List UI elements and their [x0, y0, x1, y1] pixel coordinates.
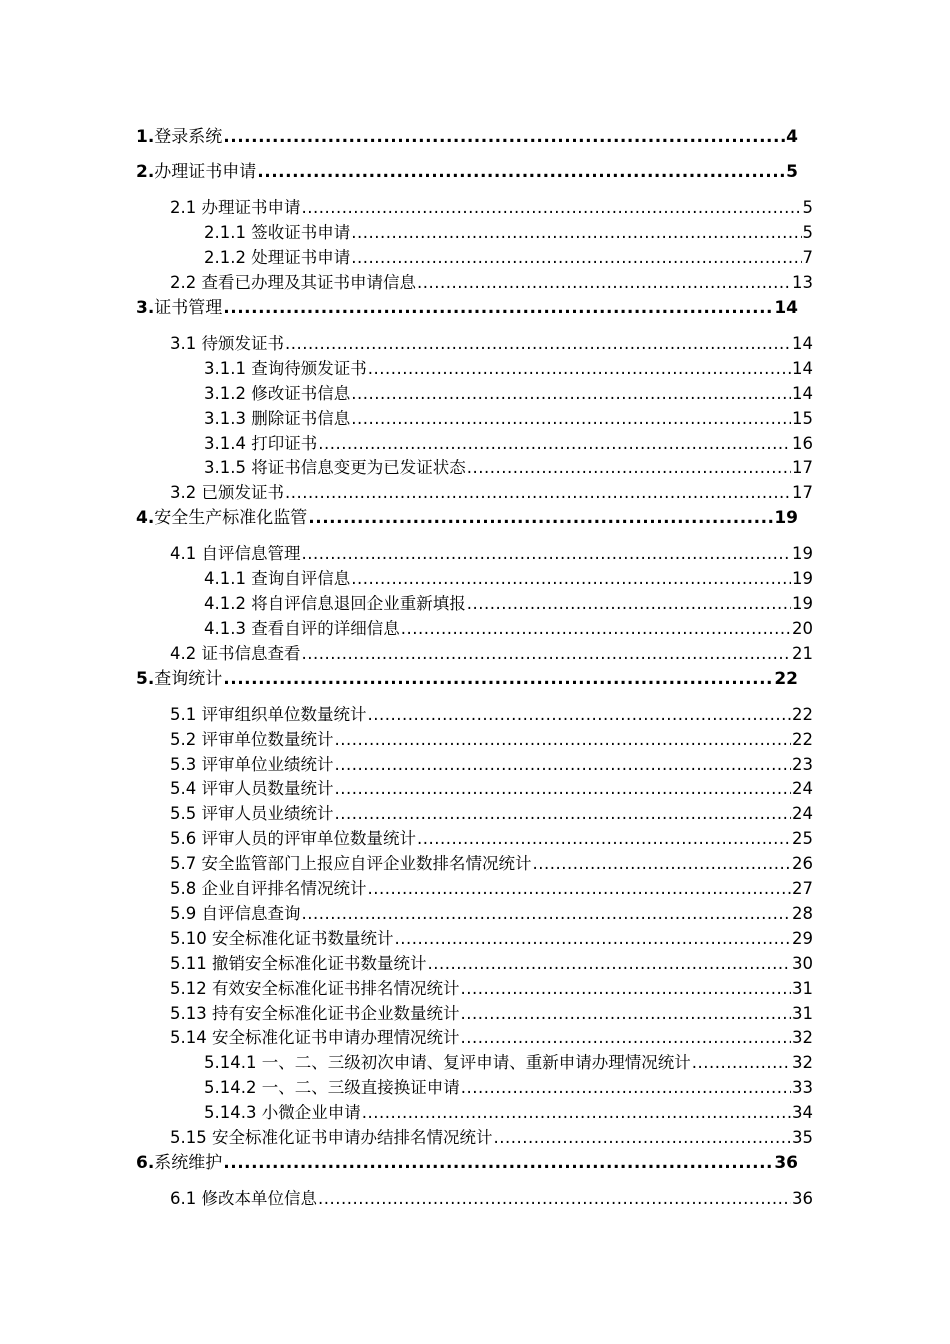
toc-page-number: 5	[802, 198, 813, 217]
toc-entry-number: 5.	[136, 669, 155, 689]
toc-entry[interactable]	[170, 903, 813, 927]
toc-entry[interactable]	[170, 1003, 813, 1027]
toc-entry-title	[136, 297, 222, 319]
toc-entry-title	[170, 803, 334, 825]
toc-entry[interactable]	[170, 1188, 813, 1212]
toc-entry-number: 2.1	[170, 198, 202, 217]
dot-leader	[223, 297, 773, 319]
toc-entry-title	[170, 197, 301, 219]
toc-entry[interactable]	[204, 358, 813, 382]
toc-entry[interactable]	[204, 383, 813, 407]
toc-entry[interactable]	[170, 878, 813, 902]
toc-entry-label: 待颁发证书	[201, 334, 284, 353]
toc-entry-title	[170, 953, 426, 975]
toc-entry-number: 3.1.3	[204, 409, 252, 428]
toc-entry-label: 安全标准化证书数量统计	[211, 929, 394, 948]
toc-entry-number: 5.3	[170, 755, 202, 774]
toc-page-number: 19	[792, 594, 813, 613]
toc-page-number: 21	[792, 644, 813, 663]
toc-page-number: 28	[792, 904, 813, 923]
dot-leader	[318, 1188, 791, 1210]
dot-leader	[302, 643, 792, 665]
toc-entry-label: 查询待颁发证书	[251, 359, 367, 378]
toc-page-number: 16	[792, 434, 813, 453]
toc-entry[interactable]	[204, 433, 813, 457]
toc-entry[interactable]	[170, 197, 813, 221]
toc-entry-title	[204, 1102, 361, 1124]
dot-leader	[460, 978, 791, 1000]
toc-entry-number: 4.1.3	[204, 619, 252, 638]
toc-entry-label: 签收证书申请	[251, 223, 351, 242]
toc-entry-label: 评审人员业绩统计	[201, 804, 334, 823]
toc-page-number: 24	[792, 804, 813, 823]
dot-leader	[460, 1027, 791, 1049]
toc-entry-title	[204, 383, 350, 405]
toc-entry-number: 5.14.1	[204, 1053, 262, 1072]
toc-entry[interactable]	[170, 953, 813, 977]
toc-page-number: 20	[792, 619, 813, 638]
toc-page-number: 32	[792, 1053, 813, 1072]
toc-entry[interactable]	[136, 161, 798, 185]
dot-leader	[335, 754, 792, 776]
toc-entry-number: 5.9	[170, 904, 202, 923]
toc-entry-label: 修改本单位信息	[201, 1189, 317, 1208]
dot-leader	[302, 903, 792, 925]
toc-entry-label: 将自评信息退回企业重新填报	[251, 594, 466, 613]
toc-page-number: 23	[792, 755, 813, 774]
toc-page-number: 36	[774, 1153, 798, 1173]
toc-entry-title	[204, 1077, 460, 1099]
toc-entry-number: 6.1	[170, 1189, 202, 1208]
toc-entry-number: 2.	[136, 162, 155, 182]
toc-entry-label: 打印证书	[251, 434, 318, 453]
toc-entry[interactable]	[170, 978, 813, 1002]
toc-entry-label: 证书信息查看	[201, 644, 301, 663]
toc-page-number: 15	[792, 409, 813, 428]
toc-page-number: 19	[792, 544, 813, 563]
dot-leader	[285, 482, 791, 504]
toc-entry[interactable]	[170, 1027, 813, 1051]
toc-entry-title	[170, 1027, 459, 1049]
toc-entry-label: 一、二、三级直接换证申请	[261, 1078, 460, 1097]
toc-entry-number: 4.1.1	[204, 569, 252, 588]
toc-entry-number: 5.11	[170, 954, 212, 973]
toc-page-number: 14	[792, 384, 813, 403]
dot-leader	[223, 126, 785, 148]
toc-entry[interactable]	[204, 618, 813, 642]
toc-entry-title	[170, 1188, 317, 1210]
toc-page-number: 31	[792, 979, 813, 998]
toc-page-number: 5	[802, 223, 813, 242]
toc-entry-label: 将证书信息变更为已发证状态	[251, 458, 466, 477]
toc-entry[interactable]	[170, 543, 813, 567]
dot-leader	[351, 222, 801, 244]
toc-entry-title	[170, 643, 301, 665]
dot-leader	[335, 778, 792, 800]
toc-entry-label: 系统维护	[154, 1153, 223, 1173]
toc-page-number: 30	[792, 954, 813, 973]
toc-entry-number: 3.1.4	[204, 434, 252, 453]
toc-entry-title	[204, 222, 350, 244]
toc-entry-number: 5.14.3	[204, 1103, 262, 1122]
dot-leader	[351, 568, 791, 590]
toc-entry[interactable]	[170, 272, 813, 296]
toc-entry-title	[170, 704, 367, 726]
toc-entry-number: 4.	[136, 508, 155, 528]
toc-entry-label: 安全生产标准化监管	[154, 508, 308, 528]
toc-entry[interactable]	[170, 754, 813, 778]
toc-entry[interactable]	[170, 482, 813, 506]
toc-page-number: 24	[792, 779, 813, 798]
toc-entry-number: 3.1	[170, 334, 202, 353]
toc-entry-title	[170, 978, 459, 1000]
toc-entry-number: 3.1.5	[204, 458, 252, 477]
toc-entry-title	[170, 543, 301, 565]
dot-leader	[335, 803, 792, 825]
toc-entry-label: 查看自评的详细信息	[251, 619, 400, 638]
toc-entry-label: 办理证书申请	[154, 162, 257, 182]
toc-entry-title	[170, 878, 367, 900]
dot-leader	[351, 247, 801, 269]
toc-entry-number: 2.1.1	[204, 223, 252, 242]
dot-leader	[362, 1102, 791, 1124]
toc-entry-label: 自评信息查询	[201, 904, 301, 923]
toc-entry-title	[170, 828, 416, 850]
dot-leader	[223, 668, 773, 690]
toc-entry-title	[136, 668, 222, 690]
dot-leader	[401, 618, 791, 640]
toc-entry[interactable]	[204, 222, 813, 246]
toc-entry-title	[170, 853, 532, 875]
dot-leader	[318, 433, 791, 455]
toc-entry[interactable]	[170, 704, 813, 728]
toc-page-number: 19	[792, 569, 813, 588]
toc-entry-label: 安全标准化证书申请办理情况统计	[211, 1028, 460, 1047]
toc-page-number: 14	[792, 359, 813, 378]
toc-page-number: 32	[792, 1028, 813, 1047]
toc-page-number: 4	[786, 127, 798, 147]
toc-entry-title	[204, 593, 466, 615]
toc-page-number: 19	[774, 508, 798, 528]
toc-entry-title	[170, 333, 284, 355]
toc-entry-label: 持有安全标准化证书企业数量统计	[211, 1004, 460, 1023]
toc-entry-number: 5.7	[170, 854, 202, 873]
toc-entry-number: 4.1	[170, 544, 202, 563]
dot-leader	[223, 1152, 773, 1174]
toc-entry-label: 安全监管部门上报应自评企业数排名情况统计	[201, 854, 532, 873]
toc-entry-title	[170, 778, 334, 800]
dot-leader	[285, 333, 791, 355]
toc-entry-label: 企业自评排名情况统计	[201, 879, 367, 898]
toc-entry[interactable]	[204, 457, 813, 481]
toc-entry-number: 3.1.1	[204, 359, 252, 378]
toc-entry[interactable]	[170, 803, 813, 827]
toc-page-number: 22	[792, 705, 813, 724]
toc-entry-title	[204, 618, 400, 640]
toc-entry-number: 5.15	[170, 1128, 212, 1147]
toc-entry[interactable]	[136, 668, 798, 692]
toc-entry-label: 小微企业申请	[261, 1103, 361, 1122]
dot-leader	[467, 457, 791, 479]
toc-entry-number: 5.14	[170, 1028, 212, 1047]
dot-leader	[335, 729, 792, 751]
toc-entry[interactable]	[204, 408, 813, 432]
toc-entry-label: 有效安全标准化证书排名情况统计	[211, 979, 460, 998]
toc-entry-number: 6.	[136, 1153, 155, 1173]
toc-entry-title	[204, 247, 350, 269]
toc-entry-number: 4.2	[170, 644, 202, 663]
dot-leader	[368, 878, 792, 900]
toc-page-number: 13	[792, 273, 813, 292]
toc-entry-number: 2.1.2	[204, 248, 252, 267]
toc-entry[interactable]	[136, 126, 798, 150]
toc-page-number: 14	[774, 298, 798, 318]
toc-entry-number: 3.1.2	[204, 384, 252, 403]
toc-page-number: 22	[792, 730, 813, 749]
toc-entry-label: 修改证书信息	[251, 384, 351, 403]
toc-entry-number: 3.2	[170, 483, 202, 502]
toc-entry-title	[204, 457, 466, 479]
toc-entry[interactable]	[170, 333, 813, 357]
toc-entry-number: 5.4	[170, 779, 202, 798]
dot-leader	[394, 928, 791, 950]
dot-leader	[257, 161, 785, 183]
toc-entry-title	[136, 507, 307, 529]
toc-entry[interactable]	[136, 507, 798, 531]
toc-entry[interactable]	[170, 853, 813, 877]
toc-entry-label: 登录系统	[154, 127, 223, 147]
dot-leader	[351, 408, 791, 430]
toc-entry-label: 证书管理	[154, 298, 223, 318]
toc-entry-title	[170, 928, 393, 950]
dot-leader	[351, 383, 791, 405]
toc-entry-title	[170, 903, 301, 925]
dot-leader	[302, 197, 802, 219]
toc-entry[interactable]	[170, 729, 813, 753]
toc-entry-label: 办理证书申请	[201, 198, 301, 217]
toc-page-number: 14	[792, 334, 813, 353]
toc-entry-title	[170, 1003, 459, 1025]
dot-leader	[308, 507, 773, 529]
toc-entry[interactable]	[136, 1152, 798, 1176]
toc-entry-label: 评审单位业绩统计	[201, 755, 334, 774]
toc-entry-label: 评审人员的评审单位数量统计	[201, 829, 416, 848]
dot-leader	[417, 828, 791, 850]
toc-entry-number: 5.14.2	[204, 1078, 262, 1097]
toc-entry-label: 查询自评信息	[251, 569, 351, 588]
toc-entry-title	[136, 1152, 222, 1174]
toc-page-number: 17	[792, 458, 813, 477]
toc-page-number: 35	[792, 1128, 813, 1147]
toc-entry[interactable]	[204, 593, 813, 617]
toc-entry-label: 评审单位数量统计	[201, 730, 334, 749]
toc-page-number: 29	[792, 929, 813, 948]
toc-entry-title	[170, 729, 334, 751]
toc-entry-number: 3.	[136, 298, 155, 318]
dot-leader	[533, 853, 792, 875]
toc-entry-label: 一、二、三级初次申请、复评申请、重新申请办理情况统计	[261, 1053, 691, 1072]
toc-entry-number: 2.2	[170, 273, 202, 292]
toc-entry-label: 查看已办理及其证书申请信息	[201, 273, 416, 292]
toc-entry[interactable]	[204, 1077, 813, 1101]
dot-leader	[493, 1127, 791, 1149]
toc-page-number: 5	[786, 162, 798, 182]
toc-entry-label: 处理证书申请	[251, 248, 351, 267]
toc-page-number: 27	[792, 879, 813, 898]
toc-entry-title	[170, 1127, 492, 1149]
toc-entry-label: 评审组织单位数量统计	[201, 705, 367, 724]
toc-entry-title	[170, 482, 284, 504]
toc-entry-number: 5.8	[170, 879, 202, 898]
dot-leader	[417, 272, 791, 294]
toc-page-number: 25	[792, 829, 813, 848]
toc-entry-number: 5.10	[170, 929, 212, 948]
dot-leader	[302, 543, 792, 565]
toc-entry-label: 评审人员数量统计	[201, 779, 334, 798]
toc-entry[interactable]	[204, 247, 813, 271]
toc-page-number: 26	[792, 854, 813, 873]
toc-entry-number: 5.13	[170, 1004, 212, 1023]
toc-entry-title	[204, 433, 317, 455]
toc-entry-title	[204, 568, 350, 590]
toc-page-number: 17	[792, 483, 813, 502]
toc-page-number: 33	[792, 1078, 813, 1097]
toc-entry[interactable]	[170, 643, 813, 667]
toc-entry-number: 5.2	[170, 730, 202, 749]
toc-entry-number: 1.	[136, 127, 155, 147]
toc-entry[interactable]	[170, 828, 813, 852]
toc-entry-label: 自评信息管理	[201, 544, 301, 563]
toc-entry-label: 查询统计	[154, 669, 223, 689]
toc-entry-number: 4.1.2	[204, 594, 252, 613]
toc-page-number: 34	[792, 1103, 813, 1122]
toc-entry-label: 撤销安全标准化证书数量统计	[211, 954, 427, 973]
toc-entry-title	[204, 358, 367, 380]
toc-page-number: 22	[774, 669, 798, 689]
toc-entry-title	[170, 272, 416, 294]
toc-page-number: 31	[792, 1004, 813, 1023]
toc-entry-title	[204, 408, 350, 430]
toc-entry-title	[136, 161, 256, 183]
dot-leader	[692, 1052, 791, 1074]
dot-leader	[461, 1077, 791, 1099]
dot-leader	[368, 704, 792, 726]
toc-entry-title	[136, 126, 222, 148]
toc-entry-label: 删除证书信息	[251, 409, 351, 428]
toc-entry[interactable]	[170, 1127, 813, 1151]
toc-entry[interactable]	[204, 568, 813, 592]
toc-entry-number: 5.6	[170, 829, 202, 848]
toc-entry-label: 已颁发证书	[201, 483, 284, 502]
toc-entry[interactable]	[136, 297, 798, 321]
toc-entry-number: 5.5	[170, 804, 202, 823]
dot-leader	[427, 953, 791, 975]
toc-page-number: 7	[802, 248, 813, 267]
toc-entry-number: 5.12	[170, 979, 212, 998]
toc-entry-label: 安全标准化证书申请办结排名情况统计	[211, 1128, 493, 1147]
toc-entry[interactable]	[170, 778, 813, 802]
dot-leader	[368, 358, 791, 380]
toc-entry[interactable]	[204, 1052, 813, 1076]
toc-page-number: 36	[792, 1189, 813, 1208]
toc-entry[interactable]	[170, 928, 813, 952]
toc-entry-title	[170, 754, 334, 776]
toc-entry[interactable]	[204, 1102, 813, 1126]
toc-entry-title	[204, 1052, 691, 1074]
dot-leader	[467, 593, 791, 615]
toc-entry-number: 5.1	[170, 705, 202, 724]
dot-leader	[460, 1003, 791, 1025]
